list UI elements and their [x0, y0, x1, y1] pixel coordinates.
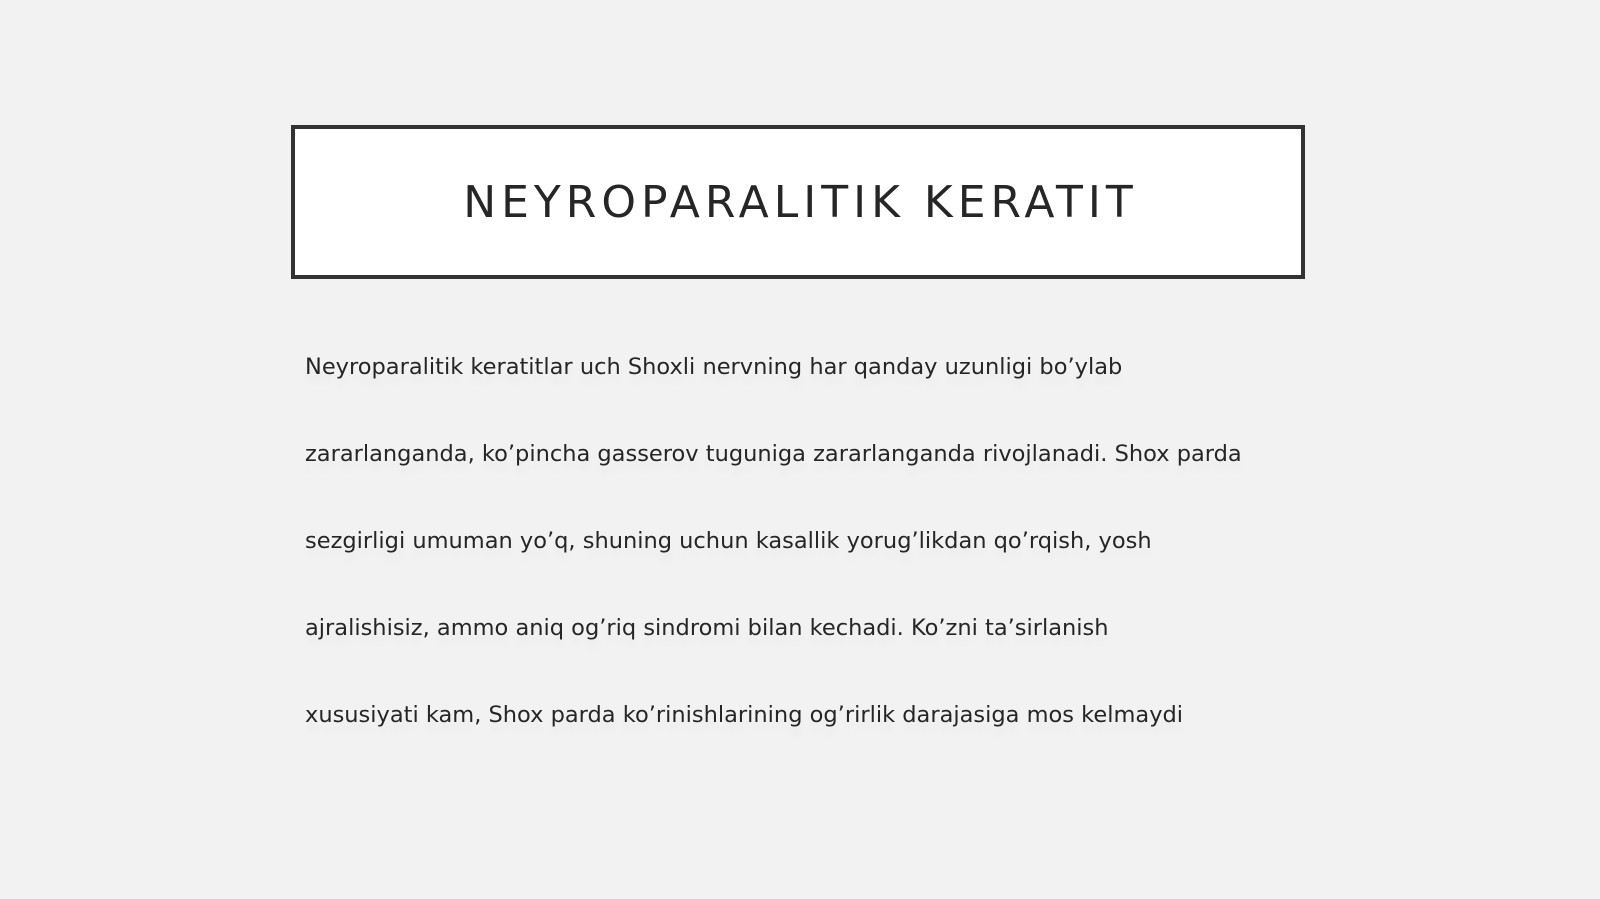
- body-line-3: sezgirligi umuman yo’q, shuning uchun kasallik yorug’likdan qo’rqish, yosh: [305, 528, 1152, 554]
- body-line-4: ajralishisiz, ammo aniq og’riq sindromi bilan kechadi. Ko’zni ta’sirlanish: [305, 615, 1109, 641]
- body-line-2: zararlanganda, ko’pincha gasserov tuguniga zararlanganda rivojlanadi. Shox parda: [305, 441, 1242, 467]
- body-line-5: xususiyati kam, Shox parda ko’rinishlarining og’rirlik darajasiga mos kelmaydi: [305, 702, 1184, 728]
- title-box: [291, 125, 1305, 279]
- body-text: [305, 335, 1305, 770]
- slide-title: NEYROPARALITIK KERATIT: [463, 176, 1138, 228]
- body-line-1: Neyroparalitik keratitlar uch Shoxli nervning har qanday uzunligi bo’ylab: [305, 354, 1123, 380]
